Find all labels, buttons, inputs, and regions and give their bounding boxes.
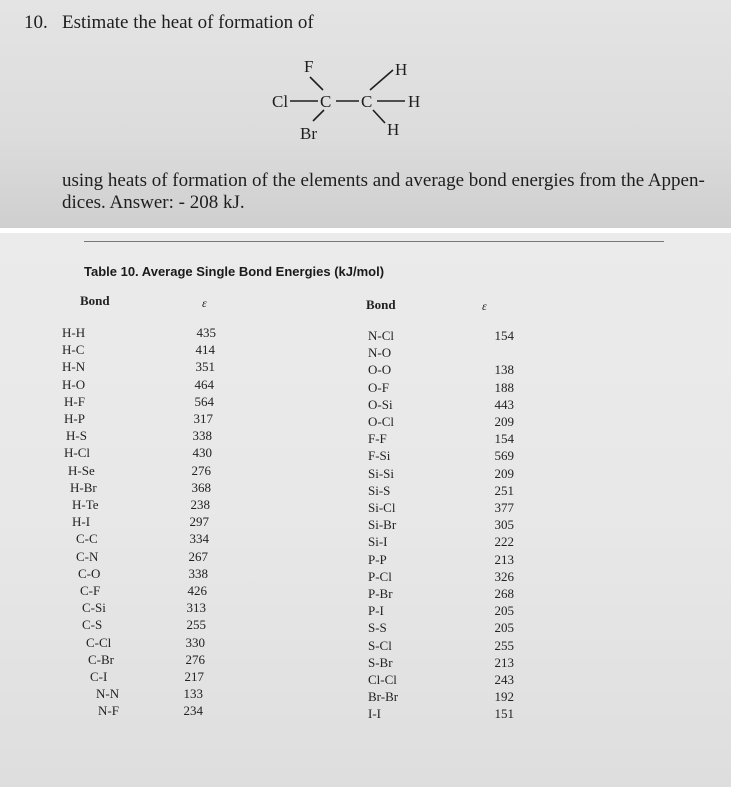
table-right-energy: 377	[494, 500, 514, 515]
table-right-energy: 205	[494, 603, 514, 619]
table-left-energy: 133	[183, 686, 203, 702]
atom-h-right: H	[408, 92, 421, 111]
table-right-bond: Si-Si	[368, 465, 395, 481]
table-left-energy: 338	[192, 428, 212, 444]
table-left-bond: H-H	[62, 325, 86, 340]
question-line-1: using heats of formation of the elements and average bond energies from the Appen-	[62, 170, 705, 191]
table-left-energy: 276	[185, 651, 205, 667]
table-right-bond: P-Br	[368, 586, 393, 601]
table-right-energy: 443	[494, 396, 514, 412]
table-left-bond: C-S	[82, 617, 103, 633]
table-right-bond: S-S	[368, 620, 387, 636]
table-right-energy: 243	[494, 672, 514, 687]
atom-f: F	[304, 57, 314, 76]
table-left-energy: 430	[192, 445, 212, 461]
table-right-energy: 213	[494, 654, 514, 670]
table-left-bond: N-N	[96, 686, 120, 702]
problem-photo	[0, 0, 731, 228]
table-right-energy: 138	[494, 362, 514, 378]
table-right-energy: 209	[494, 414, 514, 429]
table-left-bond: C-Cl	[86, 634, 112, 650]
table-right-bond: O-Si	[368, 396, 393, 412]
table-left-energy: 414	[195, 342, 215, 358]
table-right-bond: Si-I	[368, 534, 388, 550]
atom-c1: C	[320, 92, 332, 111]
table-right-energy: 151	[494, 706, 514, 722]
table-left-energy: 297	[189, 514, 209, 530]
table-left-energy: 338	[188, 565, 208, 581]
table-left-bond: N-F	[98, 703, 119, 719]
table-left-bond: H-Se	[68, 462, 95, 478]
table-left-energy: 435	[196, 325, 216, 340]
table-right-energy: 305	[494, 517, 514, 533]
table-left-bond: C-F	[80, 583, 101, 598]
bond-c-h-top	[370, 70, 393, 90]
table-left-bond: H-N	[62, 359, 86, 375]
table-right-bond: N-O	[368, 345, 392, 361]
table-right-energy: 154	[494, 431, 514, 447]
table-left-energy: 234	[183, 703, 203, 719]
table-right-bond: P-P	[368, 551, 387, 567]
table-right-bond: Si-Cl	[368, 500, 396, 515]
table-left-energy: 564	[194, 393, 214, 409]
table-right-energy: 213	[494, 551, 514, 567]
table-left-bond: C-I	[90, 669, 108, 684]
table-left-bond: H-P	[64, 411, 85, 426]
table-left-energy: 426	[187, 583, 207, 598]
atom-br: Br	[300, 124, 317, 143]
table-left-energy: 317	[193, 411, 213, 426]
table-right-energy: 268	[494, 586, 514, 601]
table-left-energy: 276	[191, 462, 211, 478]
table-right-energy: 188	[494, 379, 514, 395]
table-right-bond: P-Cl	[368, 568, 392, 584]
table-right-bond: F-F	[368, 431, 387, 447]
table-left-energy: 217	[184, 669, 204, 684]
table-right-bond: I-I	[368, 706, 381, 722]
table-left-bond: C-Br	[88, 651, 114, 667]
molecule-structure	[260, 55, 440, 145]
bond-c-br	[313, 110, 324, 121]
table-right-energy: 209	[494, 465, 514, 481]
table-left-energy: 368	[191, 479, 211, 495]
table-left-energy: 330	[185, 634, 205, 650]
table-left-energy: 351	[195, 359, 215, 375]
table-right-bond: Cl-Cl	[368, 672, 397, 687]
table-right-bond: Si-Br	[368, 517, 397, 533]
header-bond-right: Bond	[366, 297, 396, 312]
table-right-bond: S-Br	[368, 654, 393, 670]
table-right-bond: O-Cl	[368, 414, 394, 429]
table-left-energy: 255	[186, 617, 206, 633]
table-left-bond: H-I	[72, 514, 91, 530]
table-right-energy: 326	[494, 568, 514, 584]
table-right-bond: O-O	[368, 362, 392, 378]
header-energy-left: ε	[202, 296, 207, 310]
table-top-rule	[84, 241, 664, 242]
bond-c-f	[310, 77, 323, 90]
table-left-bond: H-Cl	[64, 445, 90, 461]
table-left-bond: H-F	[64, 393, 85, 409]
table-right-bond: Si-S	[368, 482, 391, 498]
atom-h-top: H	[395, 60, 408, 79]
table-left-energy: 334	[189, 531, 209, 547]
header-bond-left: Bond	[80, 293, 110, 308]
table-left-bond: H-O	[62, 376, 86, 392]
table-right-bond: O-F	[368, 379, 389, 395]
atom-c2: C	[361, 92, 373, 111]
table-right-bond: F-Si	[368, 448, 391, 464]
table-right-bond: Br-Br	[368, 689, 399, 705]
question-prompt: Estimate the heat of formation of	[62, 12, 314, 33]
table-right-energy: 251	[494, 482, 514, 498]
table-left-energy: 238	[190, 497, 210, 512]
question-line-2: dices. Answer: - 208 kJ.	[62, 192, 245, 213]
table-left-bond: H-S	[66, 428, 87, 444]
table-right-energy: 569	[494, 448, 514, 464]
atom-h-bottom: H	[387, 120, 400, 139]
table-right-energy: 255	[494, 637, 514, 653]
table-right-energy: 192	[494, 689, 514, 705]
table-left-energy: 267	[188, 548, 208, 564]
table-left-bond: C-Si	[82, 600, 106, 616]
table-right-energy: 205	[494, 620, 514, 636]
atom-cl: Cl	[272, 92, 289, 111]
table-left-bond: C-O	[78, 565, 101, 581]
table-title: Table 10. Average Single Bond Energies (kJ/mol)	[84, 264, 385, 279]
question-number: 10.	[24, 12, 48, 33]
table-left-bond: H-C	[62, 342, 85, 358]
table-right-bond: S-Cl	[368, 637, 392, 653]
table-left-bond: H-Te	[72, 497, 99, 512]
table-right-energy: 222	[494, 534, 514, 550]
table-right-bond: N-Cl	[368, 328, 394, 343]
table-right-bond: P-I	[368, 603, 384, 619]
header-energy-right: ε	[482, 299, 487, 313]
bond-c-h-bottom	[373, 110, 385, 123]
table-left-energy: 464	[194, 376, 214, 392]
table-right-energy: 154	[494, 328, 514, 343]
table-left-bond: C-N	[76, 548, 99, 564]
table-left-bond: H-Br	[70, 479, 97, 495]
table-left-energy: 313	[186, 600, 206, 616]
table-left-bond: C-C	[76, 531, 98, 547]
